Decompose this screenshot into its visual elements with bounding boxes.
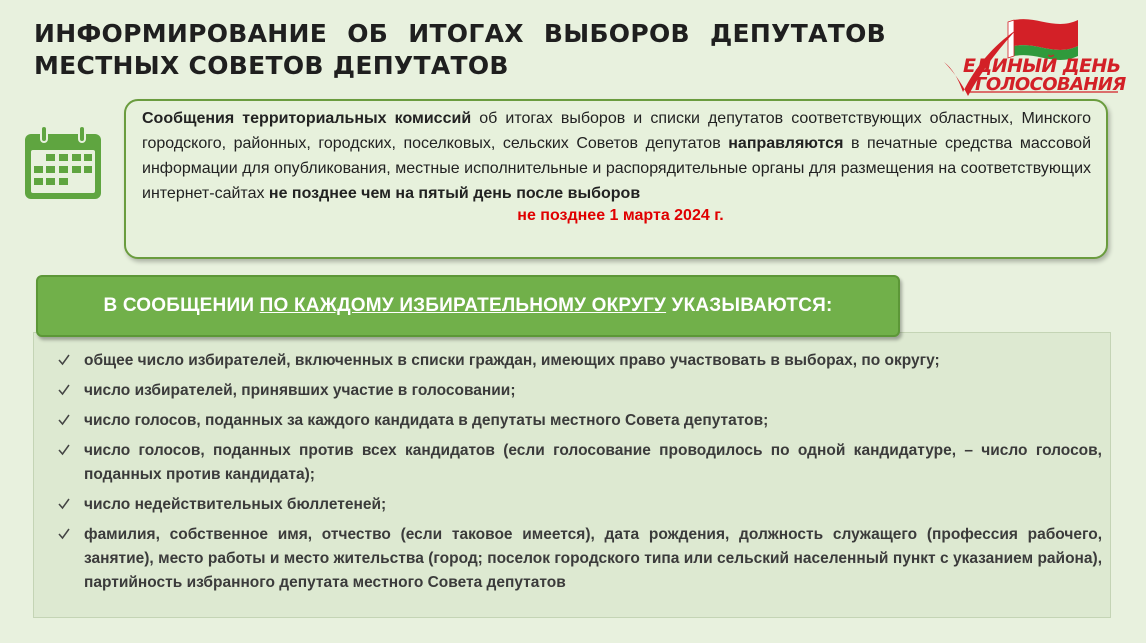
page-title: ИНФОРМИРОВАНИЕ ОБ ИТОГАХ ВЫБОРОВ ДЕПУТАТОВ МЕСТНЫХ СОВЕТОВ ДЕПУТАТОВ	[34, 19, 886, 80]
items-list	[58, 349, 1102, 595]
list-item	[58, 409, 1102, 433]
checkmark-icon	[58, 444, 70, 456]
info-paragraph	[142, 106, 1091, 206]
list-item	[58, 379, 1102, 403]
checkmark-icon	[58, 384, 70, 396]
list-item-text: число голосов, поданных за каждого кандидата в депутаты местного Совета депутатов;	[84, 412, 769, 429]
info-box	[124, 99, 1108, 259]
info-text-1: об итогах выборов и списки депутатов соответствующих областных, Минского городского, районных, городских, поселковых, сельских Советов депутатов	[142, 110, 1092, 152]
list-item-text: число недействительных бюллетеней;	[84, 496, 387, 513]
info-bold-2: направляются	[728, 135, 844, 152]
list-item	[58, 523, 1102, 595]
banner-underlined: ПО КАЖДОМУ ИЗБИРАТЕЛЬНОМУ ОКРУГУ	[259, 295, 667, 316]
items-box	[33, 332, 1111, 618]
checkmark-icon	[58, 354, 70, 366]
checkmark-icon	[58, 414, 70, 426]
list-item	[58, 493, 1102, 517]
list-item	[58, 349, 1102, 373]
info-text-2: в печатные средства массовой информации для опубликования, местные исполнительные и распорядительные органы для размещения на соответствующих интернет-сайтах	[142, 135, 1092, 202]
list-item-text: число избирателей, принявших участие в голосовании;	[84, 382, 516, 399]
list-item-text: фамилия, собственное имя, отчество (если таковое имеется), дата рождения, должность служащего (профессия рабочего, занятие), место работы и место жительства (город; поселок городского типа или сельский населенный пункт с указанием района), партийность избранного депутата местного Совета депутатов	[84, 526, 1102, 591]
list-item-text: число голосов, поданных против всех кандидатов (если голосование проводилось по одной кандидатуре, – число голосов, поданных против кандидата);	[84, 442, 1102, 483]
logo-line1: ЕДИНЫЙ ДЕНЬ	[963, 55, 1121, 77]
deadline-text: не позднее 1 марта 2024 г.	[517, 207, 724, 224]
checkmark-icon	[58, 498, 70, 510]
banner-pre: В СООБЩЕНИИ	[103, 295, 260, 316]
logo-line2: ГОЛОСОВАНИЯ	[975, 74, 1126, 95]
calendar-icon	[22, 124, 104, 202]
checkmark-icon	[58, 528, 70, 540]
banner-post: УКАЗЫВАЮТСЯ:	[666, 295, 833, 316]
list-item	[58, 439, 1102, 487]
section-banner	[36, 275, 900, 337]
info-bold-3: не позднее чем на пятый день после выборов	[268, 185, 641, 202]
list-item-text: общее число избирателей, включенных в списки граждан, имеющих право участвовать в выборах, по округу;	[84, 352, 940, 369]
info-bold-1: Сообщения территориальных комиссий	[142, 110, 472, 127]
